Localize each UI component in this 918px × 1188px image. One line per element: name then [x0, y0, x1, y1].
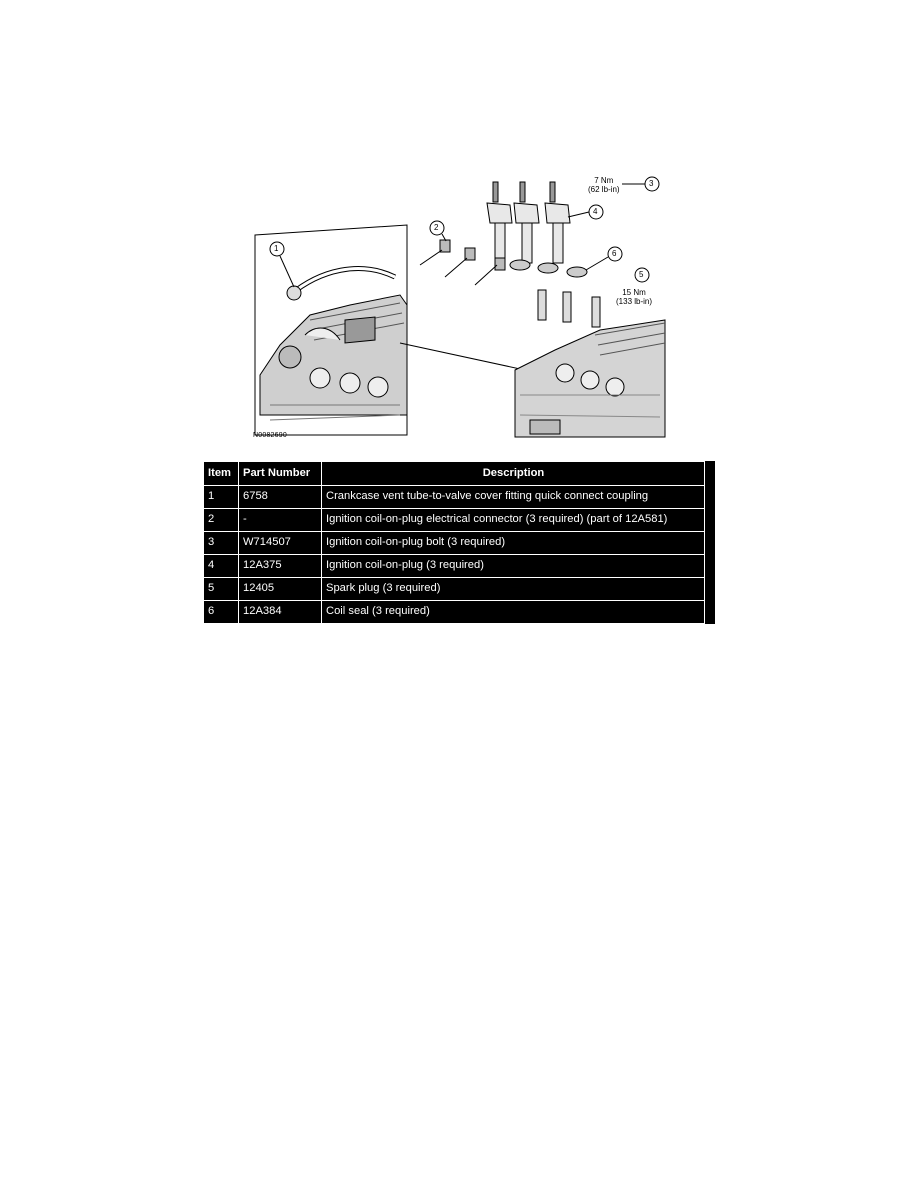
row-part-number: 6758: [239, 486, 322, 509]
header-part-number: Part Number: [239, 462, 322, 486]
row-description: Ignition coil-on-plug bolt (3 required): [322, 532, 705, 555]
table-row: [204, 578, 716, 601]
engine-illustration: [250, 165, 670, 445]
table-row: [204, 601, 716, 624]
table-pad-col: [705, 462, 716, 486]
row-description: Crankcase vent tube-to-valve cover fitting quick connect coupling: [322, 486, 705, 509]
callout-2-label: 2: [434, 223, 439, 232]
callout-1-label: 1: [274, 244, 279, 253]
callout-4-label: 4: [593, 207, 598, 216]
row-description: Ignition coil-on-plug electrical connector (3 required) (part of 12A581): [322, 509, 705, 532]
bolt-torque-label: 7 Nm (62 lb-in): [588, 176, 620, 194]
row-description: Spark plug (3 required): [322, 578, 705, 601]
table-row: [204, 555, 716, 578]
row-item: 5: [204, 578, 239, 601]
coil-connectors: [420, 240, 505, 285]
callout-3-label: 3: [649, 179, 654, 188]
table-header-row: [204, 462, 716, 486]
row-description: Ignition coil-on-plug (3 required): [322, 555, 705, 578]
row-part-number: 12A384: [239, 601, 322, 624]
row-item: 1: [204, 486, 239, 509]
callout-5-label: 5: [639, 270, 644, 279]
header-item: Item: [204, 462, 239, 486]
table-row: [204, 532, 716, 555]
plug-torque-label: 15 Nm (133 lb-in): [616, 288, 653, 306]
parts-table: [203, 461, 715, 624]
row-item: 2: [204, 509, 239, 532]
header-description: Description: [322, 462, 705, 486]
table-row: [204, 486, 716, 509]
ignition-coils: [487, 203, 570, 263]
row-part-number: 12A375: [239, 555, 322, 578]
row-part-number: 12405: [239, 578, 322, 601]
coil-seals: [510, 260, 587, 277]
callout-6-label: 6: [612, 249, 617, 258]
row-item: 4: [204, 555, 239, 578]
row-part-number: -: [239, 509, 322, 532]
spark-plugs: [538, 290, 600, 327]
coil-bolts: [493, 182, 555, 202]
engine-diagram-figure: [250, 165, 670, 445]
inset-engine-view: [255, 225, 407, 435]
row-description: Coil seal (3 required): [322, 601, 705, 624]
figure-id: N0082690: [253, 432, 287, 439]
row-item: 3: [204, 532, 239, 555]
row-part-number: W714507: [239, 532, 322, 555]
row-item: 6: [204, 601, 239, 624]
table-row: [204, 509, 716, 532]
main-engine-view: [515, 320, 665, 437]
